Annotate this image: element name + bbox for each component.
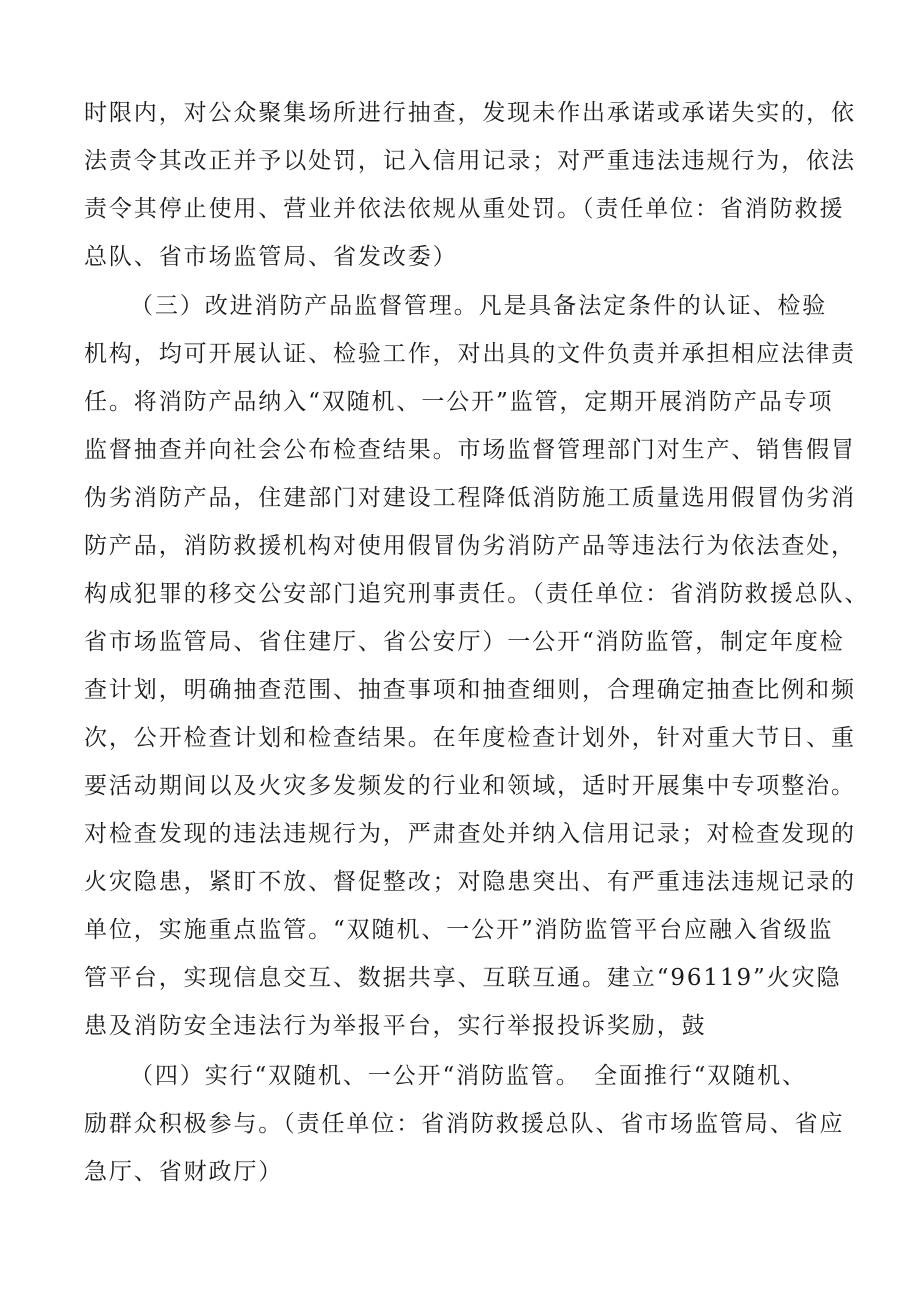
text-line: 火灾隐患，紧盯不放、督促整改；对隐患突出、有严重违法违规记录的	[84, 869, 856, 895]
text-line: 励群众积极参与。（责任单位：省消防救援总队、省市场监管局、省应	[84, 1111, 845, 1137]
text-line: 时限内，对公众聚集场所进行抽查，发现未作出承诺或承诺失实的，依	[84, 100, 856, 126]
text-line: 要活动期间以及火灾多发频发的行业和领域，适时开展集中专项整治。	[84, 773, 856, 799]
text-line: 防产品，消防救援机构对使用假冒伪劣消防产品等违法行为依法查处，	[84, 533, 856, 559]
text-line: 省市场监管局、省住建厅、省公安厅）一公开“消防监管，制定年度检	[84, 629, 845, 655]
text-line: 次，公开检查计划和检查结果。在年度检查计划外，针对重大节日、重	[84, 725, 856, 751]
text-line: 伪劣消防产品，住建部门对建设工程降低消防施工质量选用假冒伪劣消	[84, 485, 856, 511]
text-line: 法责令其改正并予以处罚，记入信用记录；对严重违法违规行为，依法	[84, 148, 856, 174]
paragraph-heading-line: （三）改进消防产品监督管理。凡是具备法定条件的认证、检验	[130, 293, 828, 319]
text-line: 机构，均可开展认证、检验工作，对出具的文件负责并承担相应法律责	[84, 341, 856, 367]
text-line: 监督抽查并向社会公布检查结果。市场监督管理部门对生产、销售假冒	[84, 437, 856, 463]
text-line: 急厅、省财政厅）	[84, 1159, 284, 1185]
text-line: 对检查发现的违法违规行为，严肃查处并纳入信用记录；对检查发现的	[84, 821, 856, 847]
paragraph-heading-line: （四）实行“双随机、一公开“消防监管。 全面推行“双随机、	[130, 1063, 807, 1089]
text-line: 构成犯罪的移交公安部门追究刑事责任。（责任单位：省消防救援总队、	[84, 581, 870, 607]
text-line: 责令其停止使用、营业并依法依规从重处罚。（责任单位：省消防救援	[84, 196, 845, 222]
text-line: 患及消防安全违法行为举报平台，实行举报投诉奖励，鼓	[84, 1013, 707, 1039]
text-line: 查计划，明确抽查范围、抽查事项和抽查细则，合理确定抽查比例和频	[84, 677, 856, 703]
text-line: 任。将消防产品纳入“双随机、一公开”监管，定期开展消防产品专项	[84, 389, 834, 415]
text-line: 管平台，实现信息交互、数据共享、互联互通。建立“96119”火灾隐	[84, 965, 842, 991]
text-line: 单位，实施重点监管。“双随机、一公开”消防监管平台应融入省级监	[84, 917, 834, 943]
text-line: 总队、省市场监管局、省发改委）	[84, 244, 458, 270]
